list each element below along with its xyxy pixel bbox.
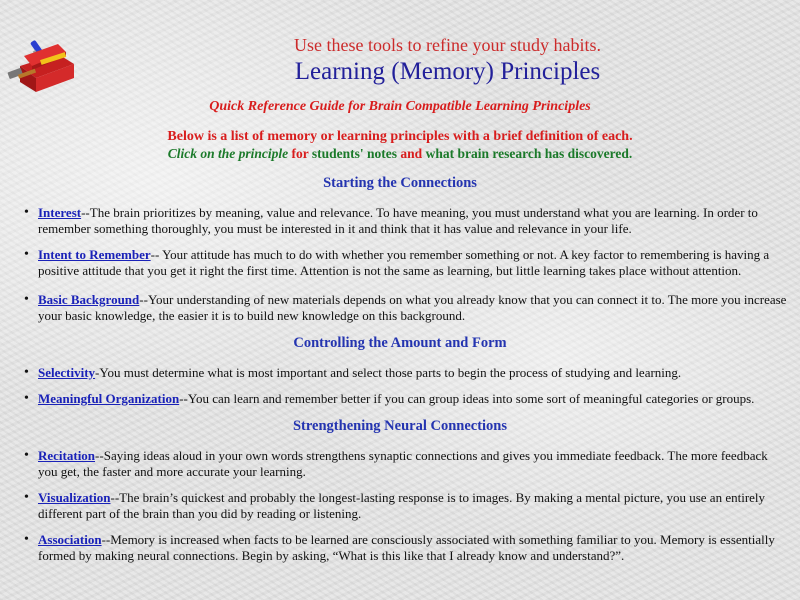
item-separator: -- xyxy=(110,490,120,505)
list-item xyxy=(38,292,788,324)
item-definition: Your attitude has much to do with whether you remember something or not. A key factor to remembering is having a positive attitude that you get it right the first time. Attention is not the same as learning, but little learning takes place without attention. xyxy=(38,247,770,278)
list-item xyxy=(38,391,788,407)
list-item xyxy=(38,247,788,279)
intro-click-text: Click on the principle xyxy=(167,146,289,161)
item-separator: - xyxy=(95,365,100,380)
item-separator: -- xyxy=(95,448,104,463)
intro-and-text: and xyxy=(400,146,423,161)
item-definition: You can learn and remember better if you can group ideas into some sort of meaningful categories or groups. xyxy=(187,391,755,406)
intro-line: Below is a list of memory or learning principles with a brief definition of each. xyxy=(167,129,633,144)
item-separator: -- xyxy=(101,532,111,547)
item-definition: Memory is increased when facts to be learned are consciously associated with something familiar to you. Memory is essentially formed by making neural connections. Begin by asking, “What is this like that I already know and understand?”. xyxy=(38,532,775,563)
item-definition: Your understanding of new materials depends on what you already know that you can connect it to. The more you increase your basic knowledge, the easier it is to build new knowledge on this background. xyxy=(38,292,787,323)
list-item xyxy=(38,365,788,381)
principle-link-recitation[interactable]: Recitation xyxy=(38,448,96,463)
item-separator: -- xyxy=(179,391,188,406)
page-title: Learning (Memory) Principles xyxy=(294,58,601,85)
list-item xyxy=(38,490,788,522)
principle-list-starting xyxy=(0,205,800,324)
principle-link-intent-to-remember[interactable]: Intent to Remember xyxy=(38,247,151,262)
item-definition: The brain’s quickest and probably the longest-lasting response is to images. By making a mental picture, you use an entirely different part of the brain than you did by reading or listening. xyxy=(38,490,766,521)
intro-research-text: what brain research has discovered. xyxy=(425,146,633,161)
page-header xyxy=(0,0,800,87)
principle-link-meaningful-organization[interactable]: Meaningful Organization xyxy=(38,391,180,406)
principle-list-strengthening xyxy=(0,448,800,564)
list-item xyxy=(38,205,788,237)
principle-link-visualization[interactable]: Visualization xyxy=(38,490,111,505)
toolbox-icon xyxy=(6,36,78,94)
principle-link-selectivity[interactable]: Selectivity xyxy=(38,365,96,380)
principle-link-association[interactable]: Association xyxy=(38,532,102,547)
principle-link-interest[interactable]: Interest xyxy=(38,205,82,220)
item-definition: Saying ideas aloud in your own words strengthens synaptic connections and gives you immediate feedback. The more feedback you get, the faster and more accurate your learning. xyxy=(38,448,768,479)
item-separator: -- xyxy=(81,205,90,220)
item-separator: -- xyxy=(139,292,148,307)
intro-notes-text: students' notes xyxy=(311,146,398,161)
section-heading-starting: Starting the Connections xyxy=(323,175,477,191)
item-definition: You must determine what is most important and select those parts to begin the process of studying and learning. xyxy=(99,365,682,380)
section-heading-controlling: Controlling the Amount and Form xyxy=(293,335,507,351)
intro-instructions xyxy=(0,145,800,162)
page-tagline: Use these tools to refine your study habits. xyxy=(294,35,601,55)
principle-link-basic-background[interactable]: Basic Background xyxy=(38,292,140,307)
item-separator: -- xyxy=(150,247,160,262)
list-item xyxy=(38,448,788,480)
item-definition: The brain prioritizes by meaning, value and relevance. To have meaning, you must understand what you are learning. In order to remember something thoroughly, you must be interested in it and think that it has value and relevance in your life. xyxy=(38,205,758,236)
page-subtitle: Quick Reference Guide for Brain Compatible Learning Principles xyxy=(209,99,591,114)
intro-for-text: for xyxy=(291,146,309,161)
section-heading-strengthening: Strengthening Neural Connections xyxy=(292,418,508,434)
list-item xyxy=(38,532,788,564)
principle-list-controlling xyxy=(0,365,800,407)
